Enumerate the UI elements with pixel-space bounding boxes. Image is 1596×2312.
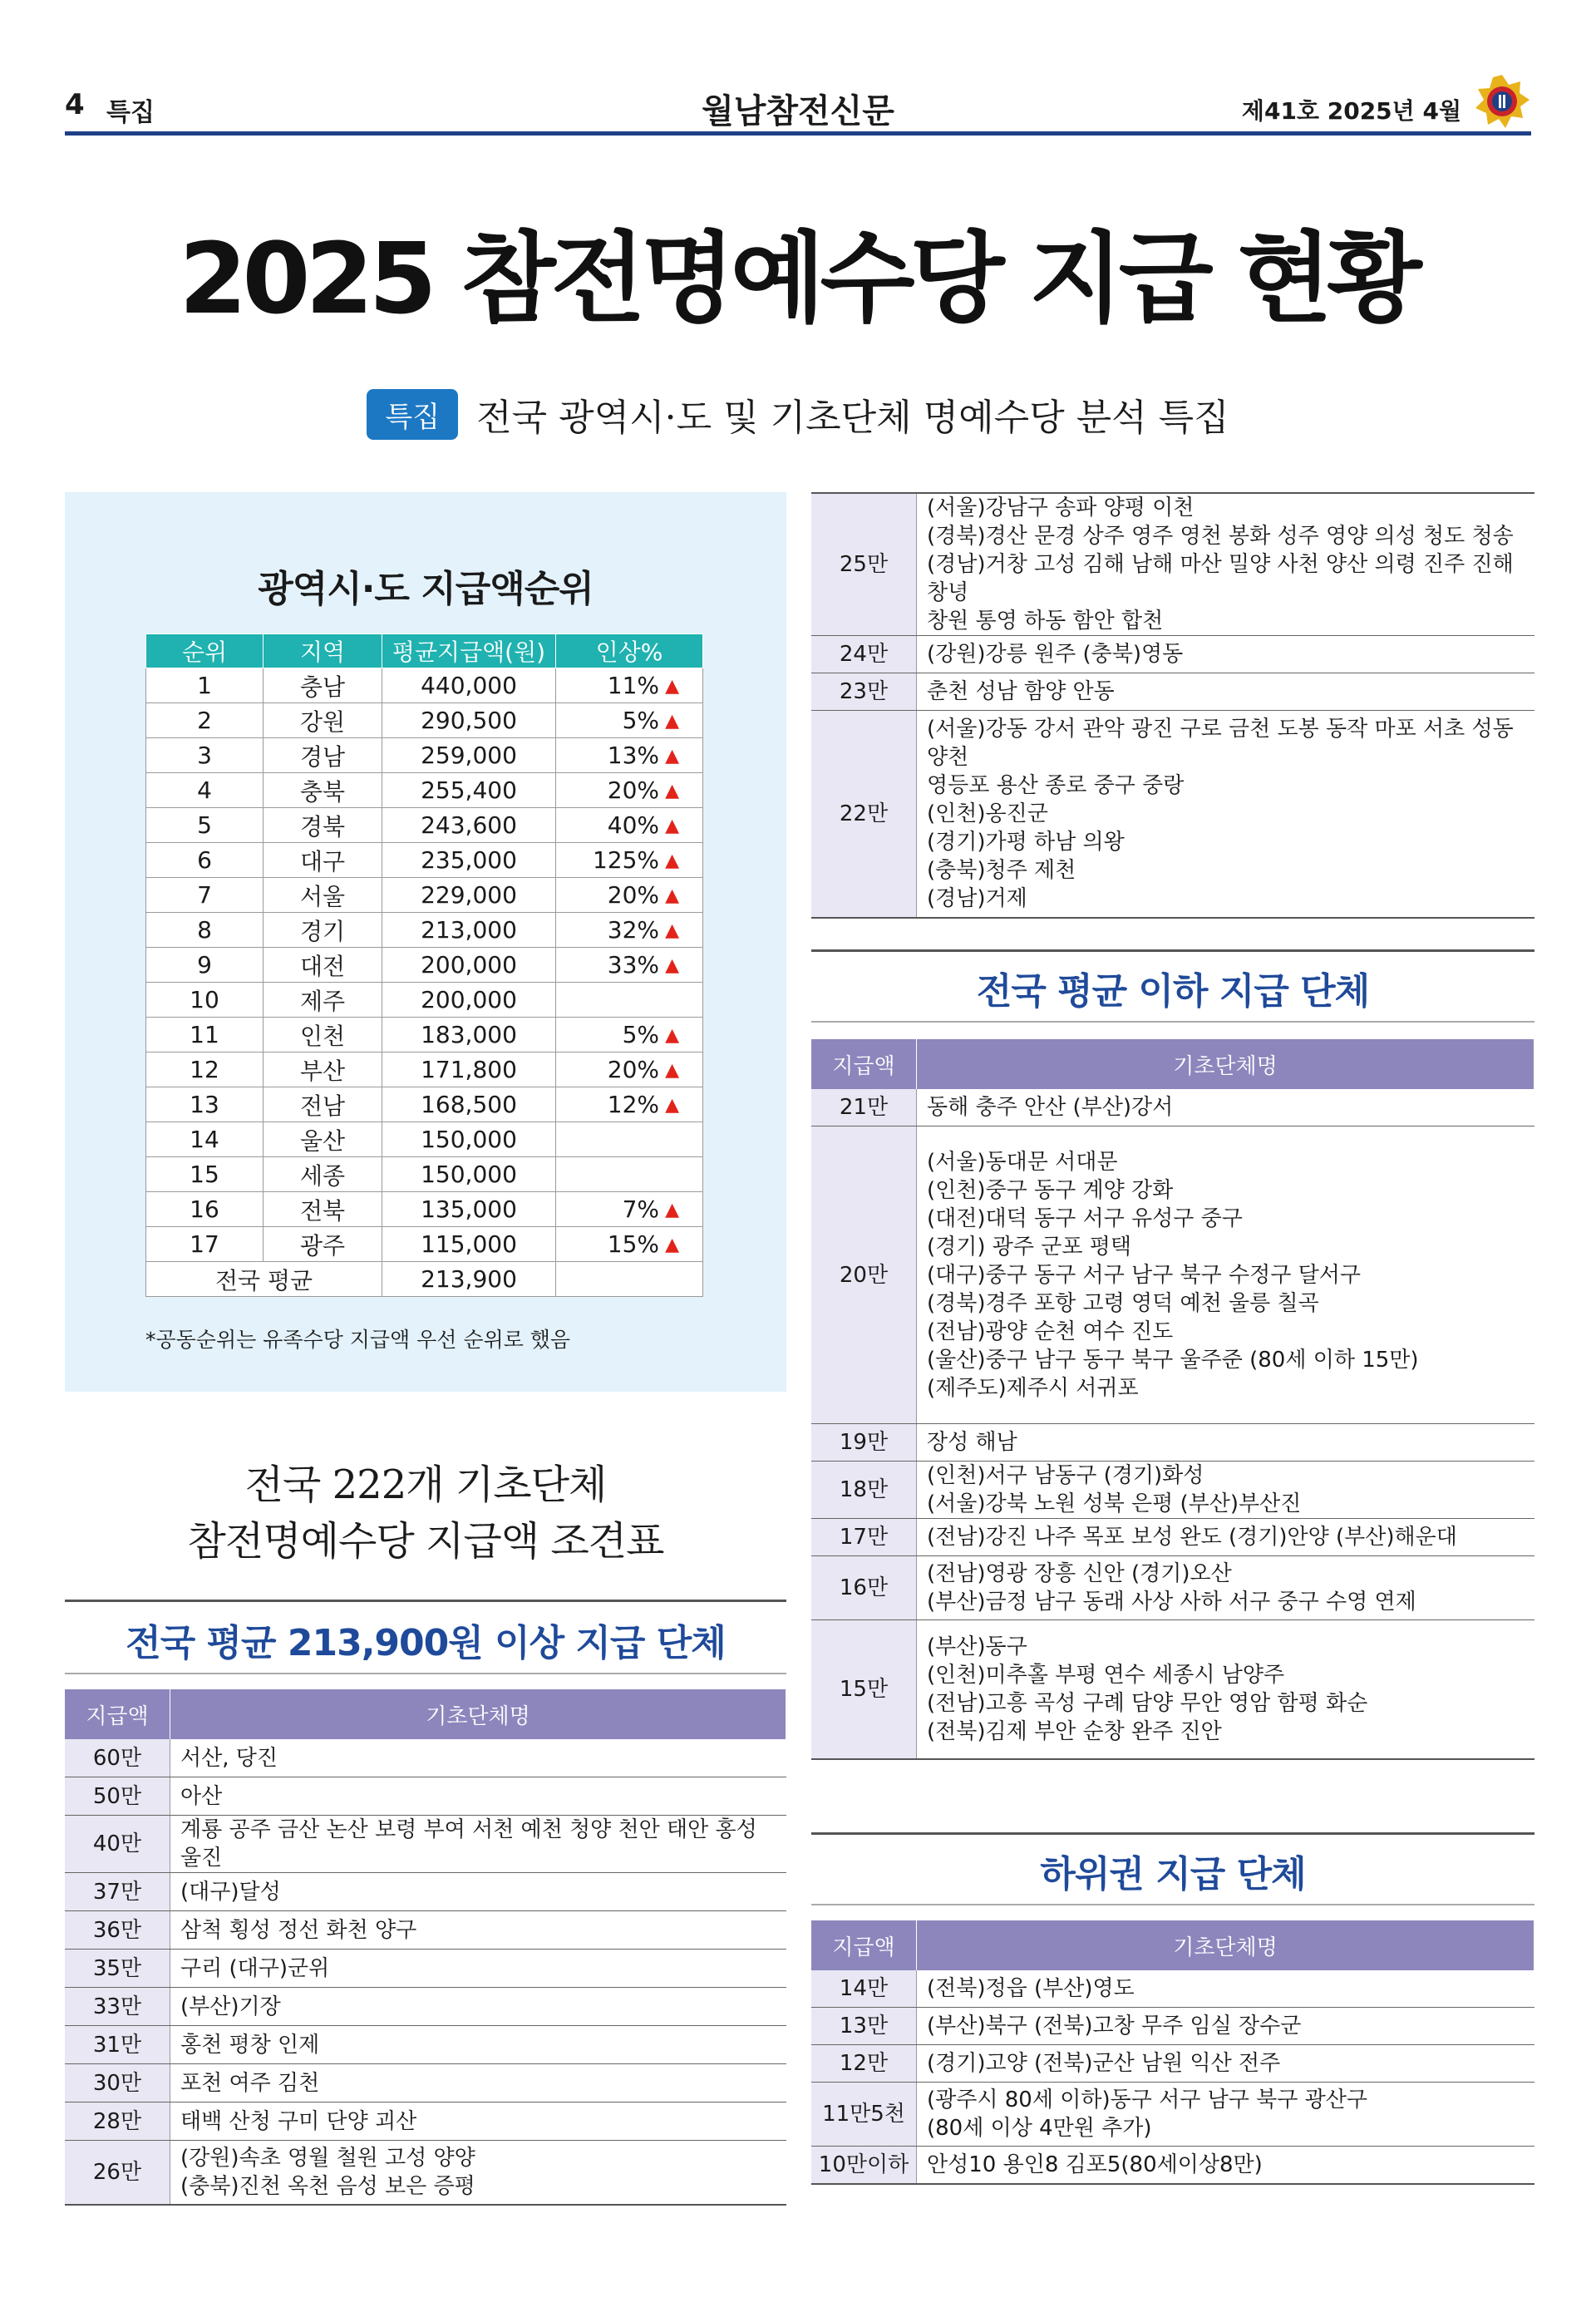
increase-value: 5% (622, 707, 659, 734)
names-line: 동해 충주 안산 (부산)강서 (927, 1095, 1174, 1120)
names-line: 포천 여주 김천 (180, 2070, 320, 2096)
names-line: (강원)속초 영월 철원 고성 양양 (180, 2146, 475, 2171)
emblem-icon (1473, 73, 1531, 131)
ranking-row (146, 1052, 703, 1087)
names-line: 영등포 용산 종로 중구 중랑 (927, 773, 1185, 798)
table-row (811, 1126, 1534, 1424)
table-row (65, 1739, 786, 1777)
amount-cell: 440,000 (382, 668, 556, 703)
ranking-row (146, 1018, 703, 1052)
increase-value: 5% (622, 1021, 659, 1048)
amount-cell: 26만 (65, 2141, 170, 2206)
ranking-row (146, 983, 703, 1018)
table-row (65, 2141, 786, 2206)
amount-cell: 36만 (65, 1911, 170, 1950)
region-cell: 충북 (264, 773, 382, 808)
rank-cell: 13 (146, 1087, 264, 1122)
rank-cell: 8 (146, 913, 264, 948)
col-amount: 평균지급액(원) (382, 634, 556, 668)
section-label: 특집 (106, 98, 155, 127)
page-number: 4 (65, 88, 85, 121)
lookup-table-title (65, 1457, 786, 1570)
above-avg-table-continued (811, 494, 1534, 919)
names-cell (170, 2064, 786, 2102)
ranking-row (146, 1157, 703, 1192)
names-cell (170, 2102, 786, 2141)
names-line: (충북)진천 옥천 음성 보은 증평 (180, 2174, 475, 2199)
table-row (65, 2102, 786, 2141)
region-cell: 전북 (264, 1192, 382, 1227)
names-cell (170, 1739, 786, 1777)
up-arrow-icon: ▲ (665, 955, 679, 976)
section-rule (811, 1021, 1534, 1023)
names-cell (917, 494, 1535, 636)
names-cell (917, 1970, 1534, 2008)
names-line: (경남)거창 고성 김해 남해 마산 밀양 사천 양산 의령 진주 진해 창녕 (927, 552, 1514, 605)
rank-cell: 16 (146, 1192, 264, 1227)
increase-cell (556, 1192, 703, 1227)
names-line: (강원)강릉 원주 (충북)영동 (927, 642, 1184, 667)
amount-cell: 243,600 (382, 808, 556, 843)
region-cell: 대구 (264, 843, 382, 878)
amount-cell: 30만 (65, 2064, 170, 2102)
region-cell: 전남 (264, 1087, 382, 1122)
names-line: (부산)기장 (180, 1994, 281, 2019)
amount-cell: 10만이하 (811, 2147, 917, 2185)
increase-value: 125% (592, 846, 659, 874)
names-line: 안성10 용인8 김포5(80세이상8만) (927, 2152, 1263, 2177)
region-cell: 대전 (264, 948, 382, 983)
up-arrow-icon: ▲ (665, 920, 679, 941)
names-cell (917, 2045, 1534, 2083)
table-row (811, 711, 1534, 919)
header-rule (65, 131, 1531, 136)
col-increase: 인상% (556, 634, 703, 668)
col-names: 기초단체명 (917, 1920, 1534, 1970)
names-line: (전남)고흥 곡성 구례 담양 무안 영암 함평 화순 (927, 1691, 1368, 1716)
increase-value: 20% (607, 1056, 659, 1083)
table-row (811, 2083, 1534, 2147)
ranking-title: 광역시·도 지급액순위 (258, 568, 594, 610)
amount-cell: 31만 (65, 2026, 170, 2064)
rank-cell: 2 (146, 703, 264, 738)
subtitle-text: 전국 광역시·도 및 기초단체 명예수당 분석 특집 (476, 397, 1229, 439)
region-cell: 경북 (264, 808, 382, 843)
amount-cell: 290,500 (382, 703, 556, 738)
rank-cell: 6 (146, 843, 264, 878)
amount-cell: 18만 (811, 1462, 917, 1519)
col-rank: 순위 (146, 634, 264, 668)
up-arrow-icon: ▲ (665, 885, 679, 906)
names-line: 서산, 당진 (180, 1745, 278, 1771)
names-line: (부산)금정 남구 동래 사상 사하 서구 중구 수영 연제 (927, 1590, 1416, 1614)
table-row (811, 1462, 1534, 1519)
rank-cell: 17 (146, 1227, 264, 1262)
increase-cell (556, 773, 703, 808)
ranking-row (146, 773, 703, 808)
names-line: (제주도)제주시 서귀포 (927, 1375, 1139, 1401)
names-cell (917, 2147, 1534, 2185)
region-cell: 경기 (264, 913, 382, 948)
amount-cell: 24만 (811, 636, 917, 673)
col-names: 기초단체명 (917, 1039, 1534, 1089)
names-cell (917, 1556, 1534, 1620)
increase-cell (556, 738, 703, 773)
names-line: 계룡 공주 금산 논산 보령 부여 서천 예천 청양 천안 태안 홍성 울진 (180, 1817, 757, 1871)
table-row (811, 1970, 1534, 2008)
ranking-row (146, 1192, 703, 1227)
names-cell (170, 1950, 786, 1988)
section-rule (811, 1832, 1534, 1835)
up-arrow-icon: ▲ (665, 1235, 679, 1255)
names-line: (대구)달성 (180, 1879, 281, 1905)
page-header (65, 83, 1531, 133)
names-cell (917, 1462, 1534, 1519)
table-row (65, 1911, 786, 1950)
names-line: 장성 해남 (927, 1430, 1017, 1455)
names-line: (경기) 광주 군포 평택 (927, 1234, 1132, 1260)
names-line: 창원 통영 하동 함안 합천 (927, 609, 1164, 633)
lookup-title-line: 참전명예수당 지급액 조견표 (187, 1518, 664, 1565)
national-average-row (146, 1262, 703, 1297)
national-average-label: 전국 평균 (146, 1262, 382, 1297)
ranking-row (146, 738, 703, 773)
ranking-row (146, 808, 703, 843)
names-cell (917, 1519, 1534, 1556)
increase-cell (556, 808, 703, 843)
region-cell: 세종 (264, 1157, 382, 1192)
up-arrow-icon: ▲ (665, 1200, 679, 1220)
region-cell: 인천 (264, 1018, 382, 1052)
names-cell (170, 1988, 786, 2026)
rank-cell: 1 (146, 668, 264, 703)
names-cell (917, 1126, 1534, 1424)
names-line: (경북)경주 포항 고령 영덕 예천 울릉 칠곡 (927, 1290, 1319, 1316)
below-avg-heading: 전국 평균 이하 지급 단체 (976, 970, 1370, 1013)
ranking-row (146, 948, 703, 983)
ranking-note: *공동순위는 유족수당 지급액 우선 순위로 했음 (145, 1328, 571, 1352)
amount-cell: 183,000 (382, 1018, 556, 1052)
table-row (811, 2147, 1534, 2185)
table-row (65, 1950, 786, 1988)
names-cell (170, 1873, 786, 1911)
names-line: (인천)서구 남동구 (경기)화성 (927, 1463, 1204, 1488)
names-cell (170, 1816, 786, 1873)
amount-cell: 12만 (811, 2045, 917, 2083)
names-line: (경기)고양 (전북)군산 남원 익산 전주 (927, 2051, 1281, 2076)
table-row (65, 2064, 786, 2102)
names-line: (서울)강북 노원 성북 은평 (부산)부산진 (927, 1491, 1302, 1516)
region-cell: 울산 (264, 1122, 382, 1157)
up-arrow-icon: ▲ (665, 1060, 679, 1081)
names-cell (917, 2083, 1534, 2147)
section-rule (811, 949, 1534, 952)
amount-cell: 200,000 (382, 983, 556, 1018)
rank-cell: 12 (146, 1052, 264, 1087)
increase-cell (556, 703, 703, 738)
names-line: (전남)영광 장흥 신안 (경기)오산 (927, 1561, 1232, 1586)
amount-cell: 135,000 (382, 1192, 556, 1227)
col-amount: 지급액 (65, 1689, 170, 1739)
region-cell: 광주 (264, 1227, 382, 1262)
increase-value: 15% (607, 1230, 659, 1258)
names-cell (170, 2141, 786, 2206)
increase-value: 32% (607, 916, 659, 944)
col-region: 지역 (264, 634, 382, 668)
names-cell (917, 673, 1535, 711)
rank-cell: 11 (146, 1018, 264, 1052)
increase-value: 20% (607, 776, 659, 804)
names-line: (부산)동구 (927, 1634, 1027, 1659)
up-arrow-icon: ▲ (665, 746, 679, 767)
table-row (811, 1089, 1534, 1126)
increase-cell (556, 913, 703, 948)
amount-cell: 25만 (811, 494, 917, 636)
up-arrow-icon: ▲ (665, 1025, 679, 1046)
amount-cell: 23만 (811, 673, 917, 711)
amount-cell: 60만 (65, 1739, 170, 1777)
increase-value: 13% (607, 742, 659, 769)
increase-cell (556, 948, 703, 983)
table-row (811, 1424, 1534, 1462)
amount-cell: 213,000 (382, 913, 556, 948)
amount-cell: 15만 (811, 1620, 917, 1760)
up-arrow-icon: ▲ (665, 781, 679, 801)
rank-cell: 5 (146, 808, 264, 843)
names-cell (917, 1089, 1534, 1126)
names-line: (서울)강남구 송파 양평 이천 (927, 495, 1195, 520)
amount-cell: 35만 (65, 1950, 170, 1988)
amount-cell: 168,500 (382, 1087, 556, 1122)
amount-cell: 19만 (811, 1424, 917, 1462)
names-line: 춘천 성남 함양 안동 (927, 679, 1115, 704)
names-line: (인천)옹진군 (927, 801, 1048, 826)
amount-cell: 20만 (811, 1126, 917, 1424)
amount-cell: 200,000 (382, 948, 556, 983)
names-cell (170, 1777, 786, 1816)
increase-cell (556, 1157, 703, 1192)
national-average-value: 213,900 (382, 1262, 556, 1297)
up-arrow-icon: ▲ (665, 1095, 679, 1116)
names-cell (917, 711, 1535, 919)
amount-cell: 33만 (65, 1988, 170, 2026)
up-arrow-icon: ▲ (665, 816, 679, 836)
amount-cell: 16만 (811, 1556, 917, 1620)
rank-cell: 14 (146, 1122, 264, 1157)
amount-cell: 150,000 (382, 1157, 556, 1192)
rank-cell: 15 (146, 1157, 264, 1192)
amount-cell: 150,000 (382, 1122, 556, 1157)
increase-value: 20% (607, 881, 659, 909)
ranking-table (145, 633, 703, 1297)
table-row (65, 2026, 786, 2064)
names-cell (170, 1911, 786, 1950)
up-arrow-icon: ▲ (665, 676, 679, 697)
amount-cell: 255,400 (382, 773, 556, 808)
up-arrow-icon: ▲ (665, 711, 679, 732)
newspaper-name: 월남참전신문 (702, 92, 894, 131)
names-line: (경북)경산 문경 상주 영주 영천 봉화 성주 영양 의성 청도 청송 (927, 524, 1514, 549)
section-rule (65, 1673, 786, 1674)
feature-badge: 특집 (367, 389, 458, 440)
region-cell: 강원 (264, 703, 382, 738)
region-cell: 부산 (264, 1052, 382, 1087)
table-row (811, 1519, 1534, 1556)
lower-tier-table (811, 1920, 1534, 2185)
section-rule (811, 1904, 1534, 1905)
table-row (65, 1816, 786, 1873)
ranking-row (146, 878, 703, 913)
increase-cell (556, 1122, 703, 1157)
names-line: (서울)동대문 서대문 (927, 1149, 1118, 1175)
names-cell (917, 1424, 1534, 1462)
table-row (811, 2008, 1534, 2045)
rank-cell: 3 (146, 738, 264, 773)
increase-value: 12% (607, 1091, 659, 1118)
increase-value: 7% (622, 1195, 659, 1223)
names-line: (80세 이상 4만원 추가) (927, 2116, 1152, 2141)
names-line: 홍천 평창 인제 (180, 2032, 320, 2058)
names-line: 구리 (대구)군위 (180, 1955, 330, 1981)
names-line: 태백 산청 구미 단양 괴산 (180, 2108, 417, 2134)
names-line: (부산)북구 (전북)고창 무주 임실 장수군 (927, 2014, 1302, 2038)
names-cell (917, 2008, 1534, 2045)
region-cell: 서울 (264, 878, 382, 913)
increase-cell (556, 1018, 703, 1052)
names-line: 삼척 횡성 정선 화천 양구 (180, 1917, 417, 1943)
empty-cell (556, 1262, 703, 1297)
amount-cell: 115,000 (382, 1227, 556, 1262)
names-line: (인천)미추홀 부평 연수 세종시 남양주 (927, 1663, 1285, 1688)
increase-cell (556, 1227, 703, 1262)
amount-cell: 28만 (65, 2102, 170, 2141)
names-line: (대구)중구 동구 서구 남구 북구 수정구 달서구 (927, 1262, 1361, 1288)
ranking-row (146, 1122, 703, 1157)
amount-cell: 21만 (811, 1089, 917, 1126)
amount-cell: 229,000 (382, 878, 556, 913)
increase-cell (556, 878, 703, 913)
names-line: (인천)중구 동구 계양 강화 (927, 1177, 1174, 1203)
table-row (811, 2045, 1534, 2083)
rank-cell: 10 (146, 983, 264, 1018)
rank-cell: 7 (146, 878, 264, 913)
amount-cell: 50만 (65, 1777, 170, 1816)
rank-cell: 4 (146, 773, 264, 808)
table-row (811, 673, 1534, 711)
below-avg-table (811, 1039, 1534, 1760)
names-cell (917, 1620, 1534, 1760)
names-line: (서울)강동 강서 관악 광진 구로 금천 도봉 동작 마포 서초 성동 양천 (927, 717, 1514, 770)
increase-cell (556, 1087, 703, 1122)
issue-info: 제41호 2025년 4월 (1241, 97, 1461, 125)
table-row (811, 1620, 1534, 1760)
names-line: (전북)김제 부안 순창 완주 진안 (927, 1719, 1222, 1744)
rank-cell: 9 (146, 948, 264, 983)
ranking-row (146, 668, 703, 703)
table-row (65, 1873, 786, 1911)
names-line: (전남)강진 나주 목포 보성 완도 (경기)안양 (부산)해운대 (927, 1525, 1457, 1550)
amount-cell: 235,000 (382, 843, 556, 878)
col-names: 기초단체명 (170, 1689, 786, 1739)
col-amount: 지급액 (811, 1039, 917, 1089)
increase-cell (556, 983, 703, 1018)
table-row (811, 636, 1534, 673)
names-line: (경기)가평 하남 의왕 (927, 830, 1125, 855)
names-line: (광주시 80세 이하)동구 서구 남구 북구 광산구 (927, 2088, 1367, 2112)
region-cell: 제주 (264, 983, 382, 1018)
amount-cell: 259,000 (382, 738, 556, 773)
page-title: 2025 참전명예수당 지급 현황 (179, 221, 1417, 336)
increase-value: 33% (607, 951, 659, 979)
table-row (65, 1988, 786, 2026)
increase-cell (556, 668, 703, 703)
amount-cell: 37만 (65, 1873, 170, 1911)
names-line: (울산)중구 남구 동구 북구 울주준 (80세 이하 15만) (927, 1347, 1419, 1373)
increase-cell (556, 843, 703, 878)
region-cell: 충남 (264, 668, 382, 703)
up-arrow-icon: ▲ (665, 850, 679, 871)
amount-cell: 17만 (811, 1519, 917, 1556)
amount-cell: 22만 (811, 711, 917, 919)
region-cell: 경남 (264, 738, 382, 773)
col-amount: 지급액 (811, 1920, 917, 1970)
above-avg-table (65, 1689, 786, 2206)
amount-cell: 14만 (811, 1970, 917, 2008)
names-line: (대전)대덕 동구 서구 유성구 중구 (927, 1205, 1243, 1231)
names-line: (경남)거제 (927, 886, 1027, 911)
table-row (811, 1556, 1534, 1620)
names-cell (917, 636, 1535, 673)
subtitle (0, 387, 1596, 437)
lookup-title-line: 전국 222개 기초단체 (244, 1462, 607, 1508)
ranking-row (146, 1087, 703, 1122)
ranking-row (146, 1227, 703, 1262)
increase-value: 11% (607, 672, 659, 699)
ranking-row (146, 703, 703, 738)
names-line: (전남)광양 순천 여수 진도 (927, 1319, 1174, 1344)
increase-value: 40% (607, 811, 659, 839)
ranking-panel (65, 492, 786, 1392)
amount-cell: 171,800 (382, 1052, 556, 1087)
lower-tier-heading: 하위권 지급 단체 (1040, 1853, 1306, 1895)
increase-cell (556, 1052, 703, 1087)
ranking-row (146, 843, 703, 878)
names-line: (충북)청주 제천 (927, 858, 1076, 883)
names-line: 아산 (180, 1783, 223, 1809)
names-cell (170, 2026, 786, 2064)
amount-cell: 13만 (811, 2008, 917, 2045)
table-row (65, 1777, 786, 1816)
ranking-row (146, 913, 703, 948)
above-avg-heading: 전국 평균 213,900원 이상 지급 단체 (126, 1622, 726, 1664)
amount-cell: 40만 (65, 1816, 170, 1873)
section-rule (65, 1600, 786, 1602)
amount-cell: 11만5천 (811, 2083, 917, 2147)
table-row (811, 494, 1534, 636)
names-line: (전북)정읍 (부산)영도 (927, 1976, 1135, 2001)
